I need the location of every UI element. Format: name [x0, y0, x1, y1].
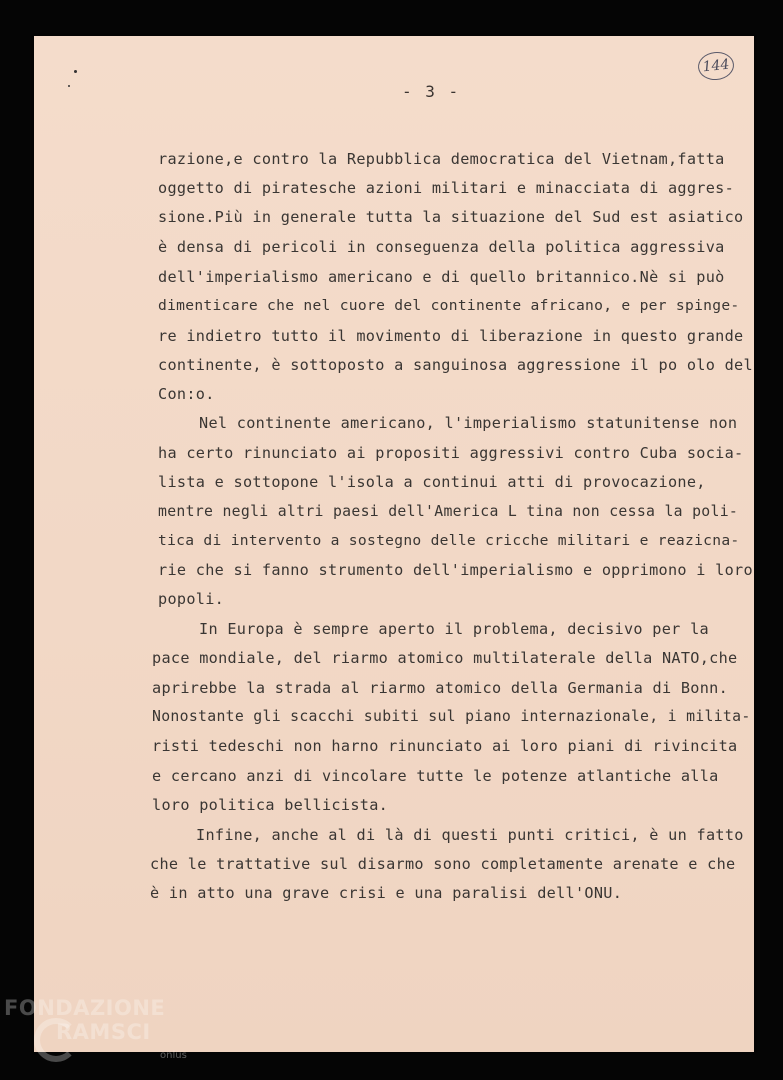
text-line: Con:o. — [158, 385, 215, 403]
punch-dot — [74, 70, 77, 73]
text-line: è in atto una grave crisi e una paralisi dell'ONU. — [150, 884, 623, 902]
text-line: rie che si fanno strumento dell'imperialismo e opprimono i loro — [158, 561, 753, 579]
text-line: dimenticare che nel cuore del continente africano, e per spinge- — [158, 297, 740, 314]
text-line: dell'imperialismo americano e di quello britannico.Nè si può — [158, 268, 725, 286]
text-line: che le trattative sul disarmo sono completamente arenate e che — [150, 855, 736, 873]
archive-watermark — [4, 996, 194, 1076]
document-page — [34, 36, 754, 1052]
text-line: mentre negli altri paesi dell'America L tina non cessa la poli- — [158, 503, 739, 520]
page-number: - 3 - — [402, 82, 461, 101]
text-line: è densa di pericoli in conseguenza della politica aggressiva — [158, 238, 725, 256]
text-line: risti tedeschi non harno rinunciato ai loro piani di rivincita — [152, 737, 738, 755]
text-line: razione,e contro la Repubblica democratica del Vietnam,fatta — [158, 150, 725, 168]
watermark-line-1: FONDAZIONE — [4, 996, 166, 1020]
text-line: ha certo rinunciato ai propositi aggressivi contro Cuba socia- — [158, 444, 744, 462]
text-line: e cercano anzi di vincolare tutte le potenze atlantiche alla — [152, 767, 719, 785]
text-line: sione.Più in generale tutta la situazione del Sud est asiatico — [158, 208, 744, 226]
text-line: tica di intervento a sostegno delle cricche militari e reazicna- — [158, 532, 740, 549]
text-line: re indietro tutto il movimento di liberazione in questo grande — [158, 327, 744, 345]
text-line: aprirebbe la strada al riarmo atomico della Germania di Bonn. — [152, 679, 729, 697]
punch-dot — [68, 85, 70, 87]
text-line: Nonostante gli scacchi subiti sul piano internazionale, i milita- — [152, 708, 751, 725]
text-line: oggetto di piratesche azioni militari e minacciata di aggres- — [158, 179, 735, 197]
watermark-line-2: RAMSCI — [56, 1020, 151, 1044]
watermark-line-3: onlus — [160, 1050, 187, 1061]
text-line: loro politica bellicista. — [152, 796, 389, 814]
text-line: popoli. — [158, 590, 225, 608]
text-line: Nel continente americano, l'imperialismo statunitense non — [199, 414, 738, 432]
text-line: In Europa è sempre aperto il problema, decisivo per la — [199, 620, 709, 638]
folio-stamp: 144 — [697, 50, 736, 82]
text-line: Infine, anche al di là di questi punti critici, è un fatto — [196, 826, 744, 844]
text-line: pace mondiale, del riarmo atomico multilaterale della NATO,che — [152, 649, 738, 667]
text-line: lista e sottopone l'isola a continui atti di provocazione, — [158, 473, 706, 491]
text-line: continente, è sottoposto a sanguinosa aggressione il po olo del — [158, 356, 753, 374]
